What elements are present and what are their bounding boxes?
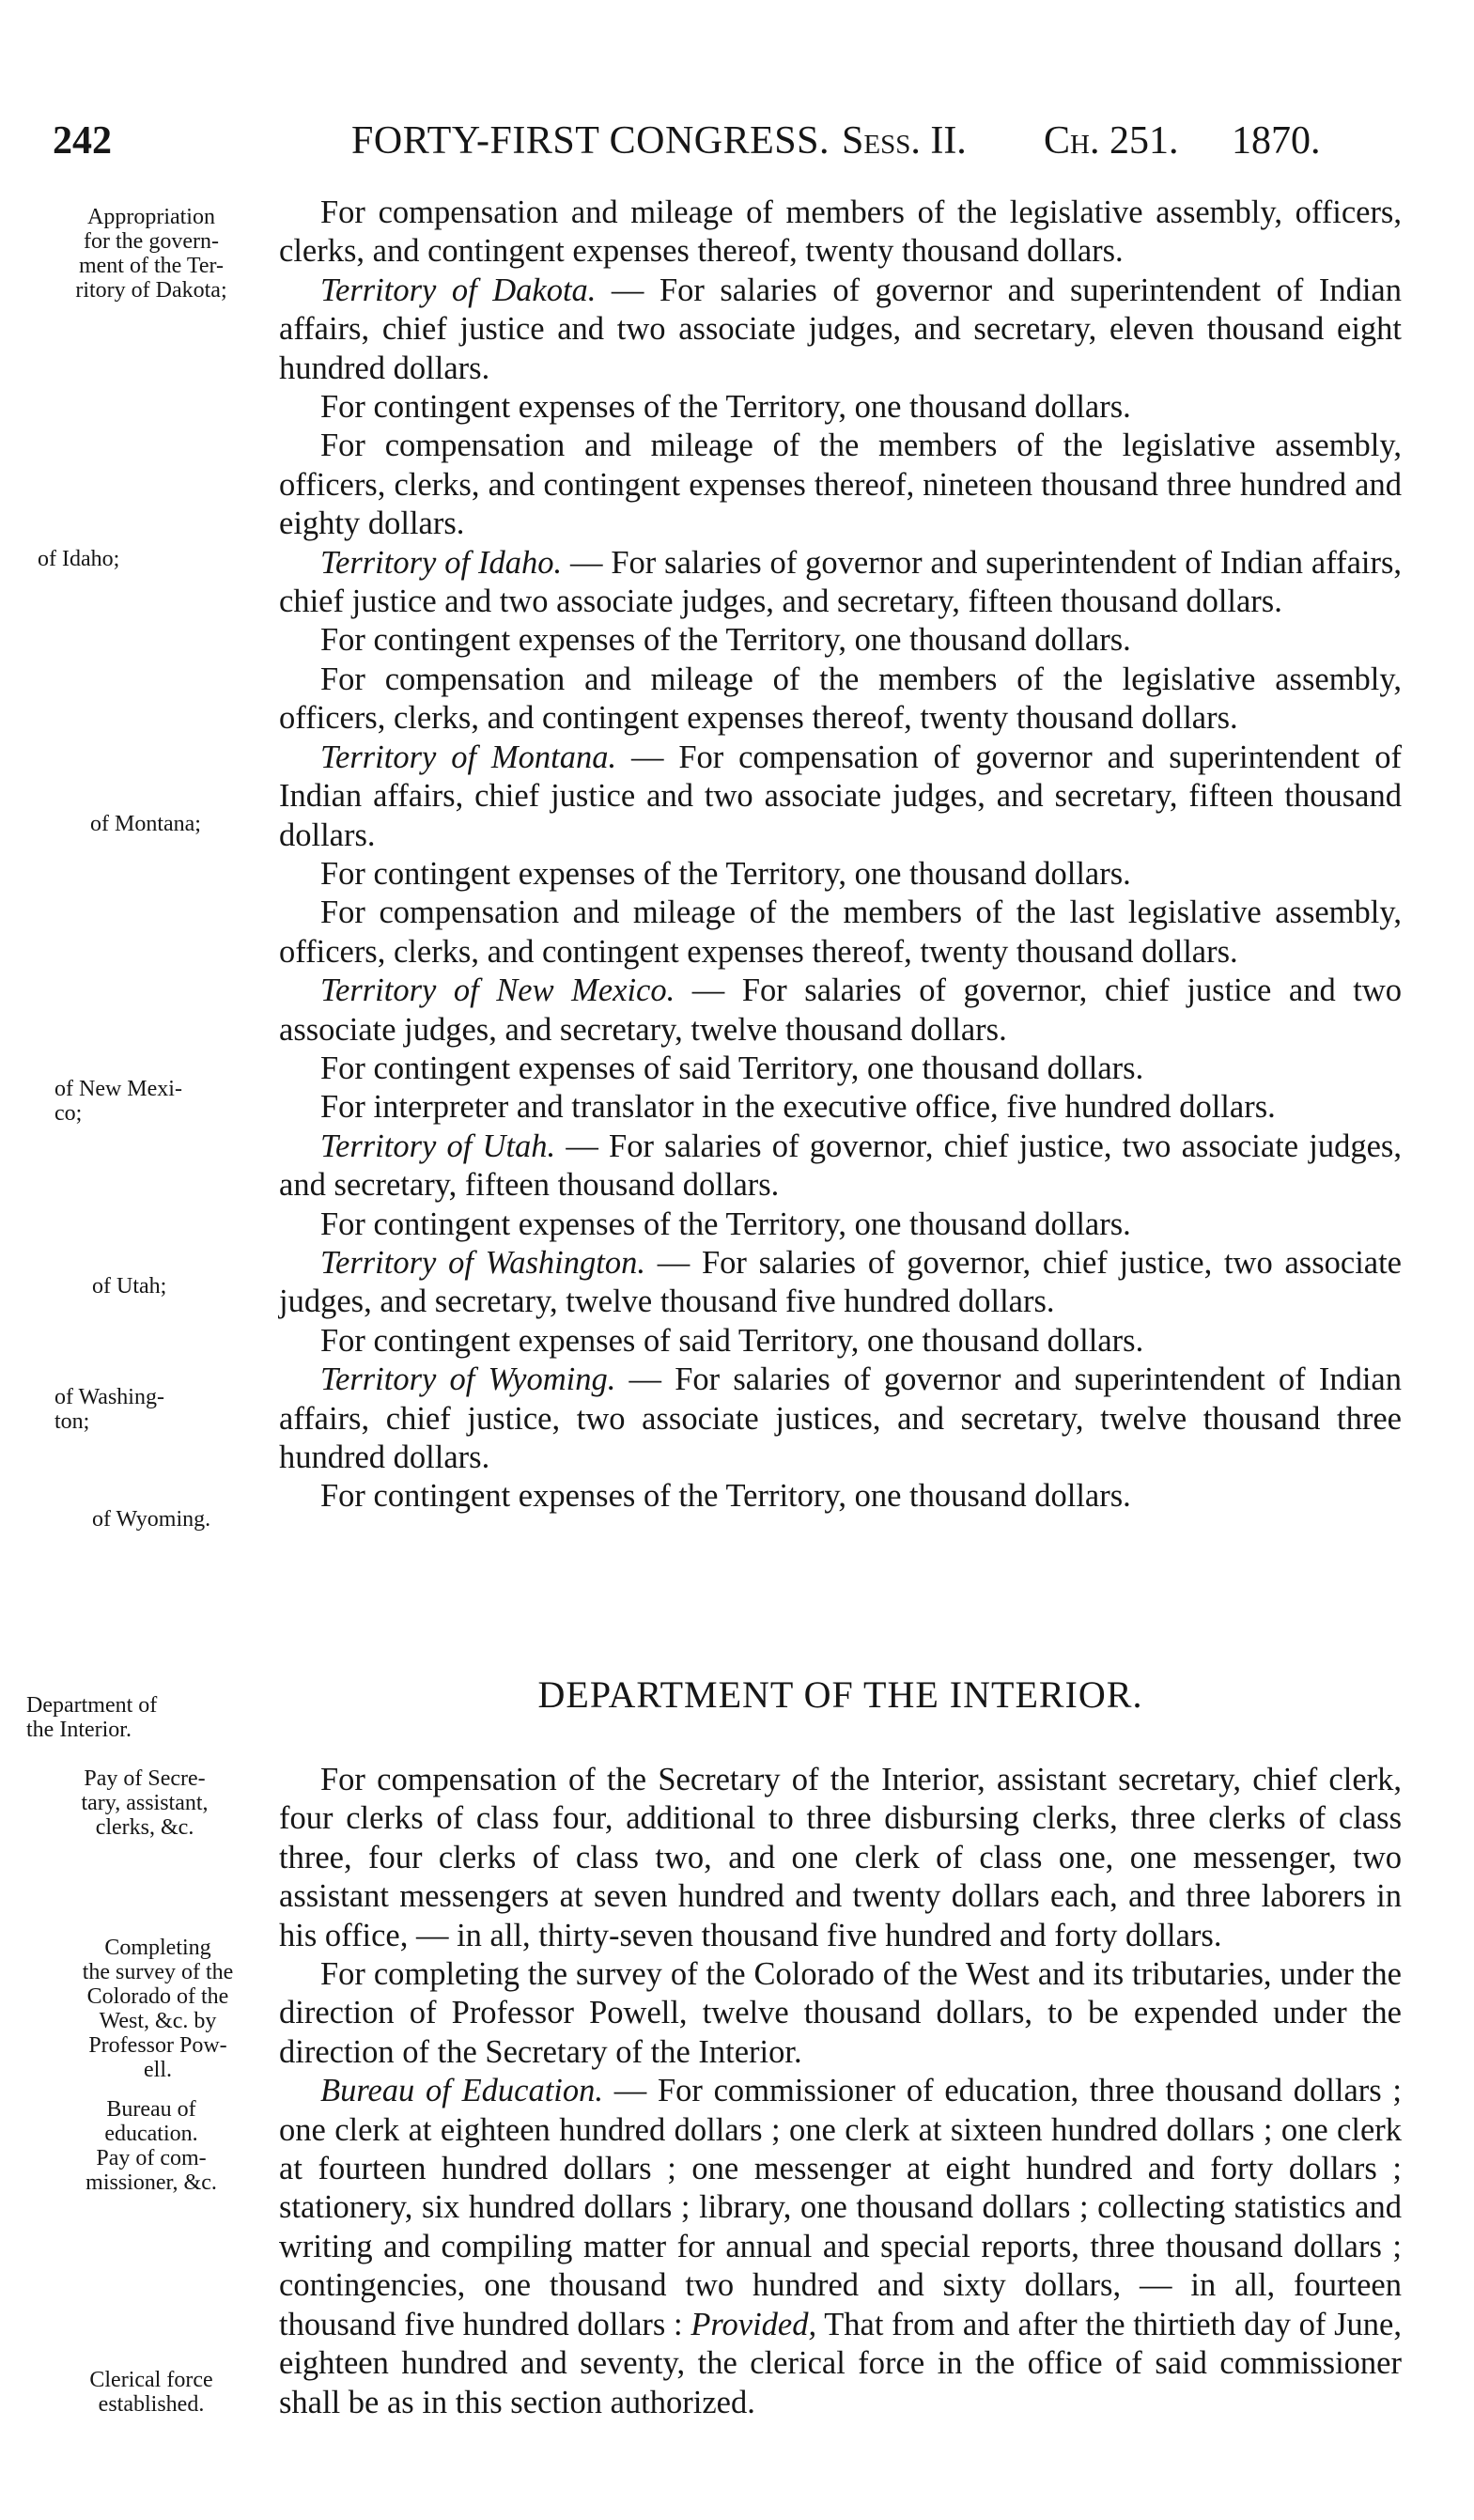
paragraph: For contingent expenses of the Territory, one thousand dollars. bbox=[320, 1478, 1131, 1515]
interior-section bbox=[279, 1761, 1402, 2422]
paragraph: For interpreter and translator in the executive office, five hundred dollars. bbox=[320, 1089, 1276, 1126]
paragraph: For compensation and mileage of the members of the last legislative assembly, officers, clerks, and contingent expenses thereof, twenty thousand dollars. bbox=[279, 894, 1402, 970]
paragraph-text: — For salaries of governor and superintendent of Indian affairs, chief justice, two associate justices, and secretary, twelve thousand three hundred dollars. bbox=[279, 1361, 1402, 1475]
paragraph: For contingent expenses of the Territory, one thousand dollars. bbox=[320, 389, 1131, 426]
side-note-bureau-education: Bureau of education. Pay of com- missioner, &c. bbox=[85, 2097, 217, 2195]
paragraph-text: — For salaries of governor, chief justice, two associate judges, and secretary, fifteen thousand dollars. bbox=[279, 1128, 1402, 1204]
paragraph bbox=[279, 2072, 1402, 2422]
territory-title: Territory of Washington. bbox=[320, 1244, 645, 1281]
side-note-new-mexico: of New Mexi- co; bbox=[54, 1077, 182, 1126]
territory-title: Territory of Montana. bbox=[320, 739, 617, 775]
congress-title: FORTY-FIRST CONGRESS. bbox=[351, 119, 830, 163]
territories-section bbox=[279, 194, 1402, 1517]
page-number: 242 bbox=[53, 119, 112, 163]
bureau-title: Bureau of Education. bbox=[320, 2073, 603, 2109]
side-note-wyoming: of Wyoming. bbox=[92, 1507, 211, 1532]
side-note-montana: of Montana; bbox=[90, 812, 201, 836]
side-note-appropriation: Appropriation for the govern- ment of the Ter- ritory of Dakota; bbox=[75, 205, 227, 303]
paragraph-text: — For salaries of governor, chief justice, two associate judges, and secretary, twelve thousand five hundred dollars. bbox=[279, 1244, 1402, 1320]
paragraph-text: — For salaries of governor, chief justice and two associate judges, and secretary, twelve thousand dollars. bbox=[279, 972, 1402, 1048]
paragraph: For contingent expenses of the Territory, one thousand dollars. bbox=[320, 1206, 1131, 1242]
paragraph bbox=[279, 1128, 1402, 1206]
paragraph bbox=[279, 739, 1402, 855]
chapter-label: Ch. 251. bbox=[1044, 119, 1179, 163]
paragraph: For contingent expenses of said Territory, one thousand dollars. bbox=[320, 1050, 1144, 1086]
side-note-clerical-force: Clerical force established. bbox=[89, 2368, 213, 2417]
section-heading: DEPARTMENT OF THE INTERIOR. bbox=[537, 1673, 1143, 1716]
proviso-word: Provided, bbox=[690, 2306, 817, 2342]
year-label: 1870. bbox=[1232, 119, 1321, 163]
paragraph-text: That from and after the thirtieth day of June, eighteen hundred and seventy, the clerical force in the office of said commissioner shall be as in this section authorized. bbox=[279, 2306, 1402, 2420]
side-note-department: Department of the Interior. bbox=[26, 1693, 158, 1742]
paragraph: For compensation and mileage of the members of the legislative assembly, officers, clerks, and contingent expenses thereof, twenty thousand dollars. bbox=[279, 661, 1402, 737]
paragraph: For compensation and mileage of members of the legislative assembly, officers, clerks, and contingent expenses thereof, twenty thousand dollars. bbox=[279, 194, 1402, 270]
paragraph bbox=[279, 272, 1402, 388]
territory-title: Territory of Wyoming. bbox=[320, 1361, 616, 1398]
paragraph-text: — For salaries of governor and superintendent of Indian affairs, chief justice and two associate judges, and secretary, fifteen thousand dollars. bbox=[279, 544, 1403, 620]
paragraph-text: — For commissioner of education, three thousand dollars ; one clerk at eighteen hundred dollars ; one clerk at sixteen hundred dollars ; one clerk at fourteen hundred dollars ; one messenger at eight hundred and forty dollars ; stationery, six hundred dollars ; library, one thousand dollars ; collecting statistics and writing and compiling matter for annual and special reports, three thousand dollars ; contingencies, one thousand two hundred and sixty dollars, — in all, fourteen thousand five hundred dollars : bbox=[279, 2073, 1402, 2342]
paragraph: For compensation and mileage of the members of the legislative assembly, officers, clerks, and contingent expenses thereof, nineteen thousand three hundred and eighty dollars. bbox=[279, 428, 1402, 542]
paragraph bbox=[279, 1361, 1402, 1477]
side-note-utah: of Utah; bbox=[92, 1274, 167, 1299]
territory-title: Territory of New Mexico. bbox=[320, 972, 675, 1009]
paragraph: For contingent expenses of the Territory, one thousand dollars. bbox=[320, 622, 1131, 659]
paragraph: For contingent expenses of said Territory, one thousand dollars. bbox=[320, 1322, 1144, 1359]
side-note-washington: of Washing- ton; bbox=[54, 1385, 164, 1434]
paragraph: For contingent expenses of the Territory, one thousand dollars. bbox=[320, 855, 1131, 892]
paragraph bbox=[279, 972, 1402, 1050]
territory-title: Territory of Idaho. bbox=[320, 544, 563, 581]
paragraph: For completing the survey of the Colorado of the West and its tributaries, under the direction of Professor Powell, twelve thousand dollars, to be expended under the direction of the Secretary of the Interior. bbox=[279, 1956, 1402, 2070]
side-note-idaho: of Idaho; bbox=[38, 547, 120, 571]
side-note-colorado-survey: Completing the survey of the Colorado of the West, &c. by Professor Pow- ell. bbox=[82, 1936, 234, 2082]
paragraph-text: — For compensation of governor and superintendent of Indian affairs, chief justice and two associate judges, and secretary, fifteen thousand dollars. bbox=[279, 739, 1402, 853]
side-note-pay-secretary: Pay of Secre- tary, assistant, clerks, &c. bbox=[81, 1766, 209, 1840]
session-label: Sess. II. bbox=[842, 119, 967, 163]
paragraph bbox=[279, 1244, 1402, 1322]
running-header bbox=[53, 113, 1349, 169]
paragraph-text: — For salaries of governor and superintendent of Indian affairs, chief justice and two associate judges, and secretary, eleven thousand eight hundred dollars. bbox=[279, 272, 1402, 386]
territory-title: Territory of Dakota. bbox=[320, 272, 597, 308]
paragraph bbox=[279, 544, 1402, 622]
territory-title: Territory of Utah. bbox=[320, 1128, 556, 1164]
paragraph: For compensation of the Secretary of the Interior, assistant secretary, chief clerk, four clerks of class four, additional to three disbursing clerks, three clerks of class three, four clerks of class two, and one clerk of class one, one messenger, two assistant messengers at seven hundred and twenty dollars each, and three laborers in his office, — in all, thirty-seven thousand five hundred and forty dollars. bbox=[279, 1762, 1402, 1953]
